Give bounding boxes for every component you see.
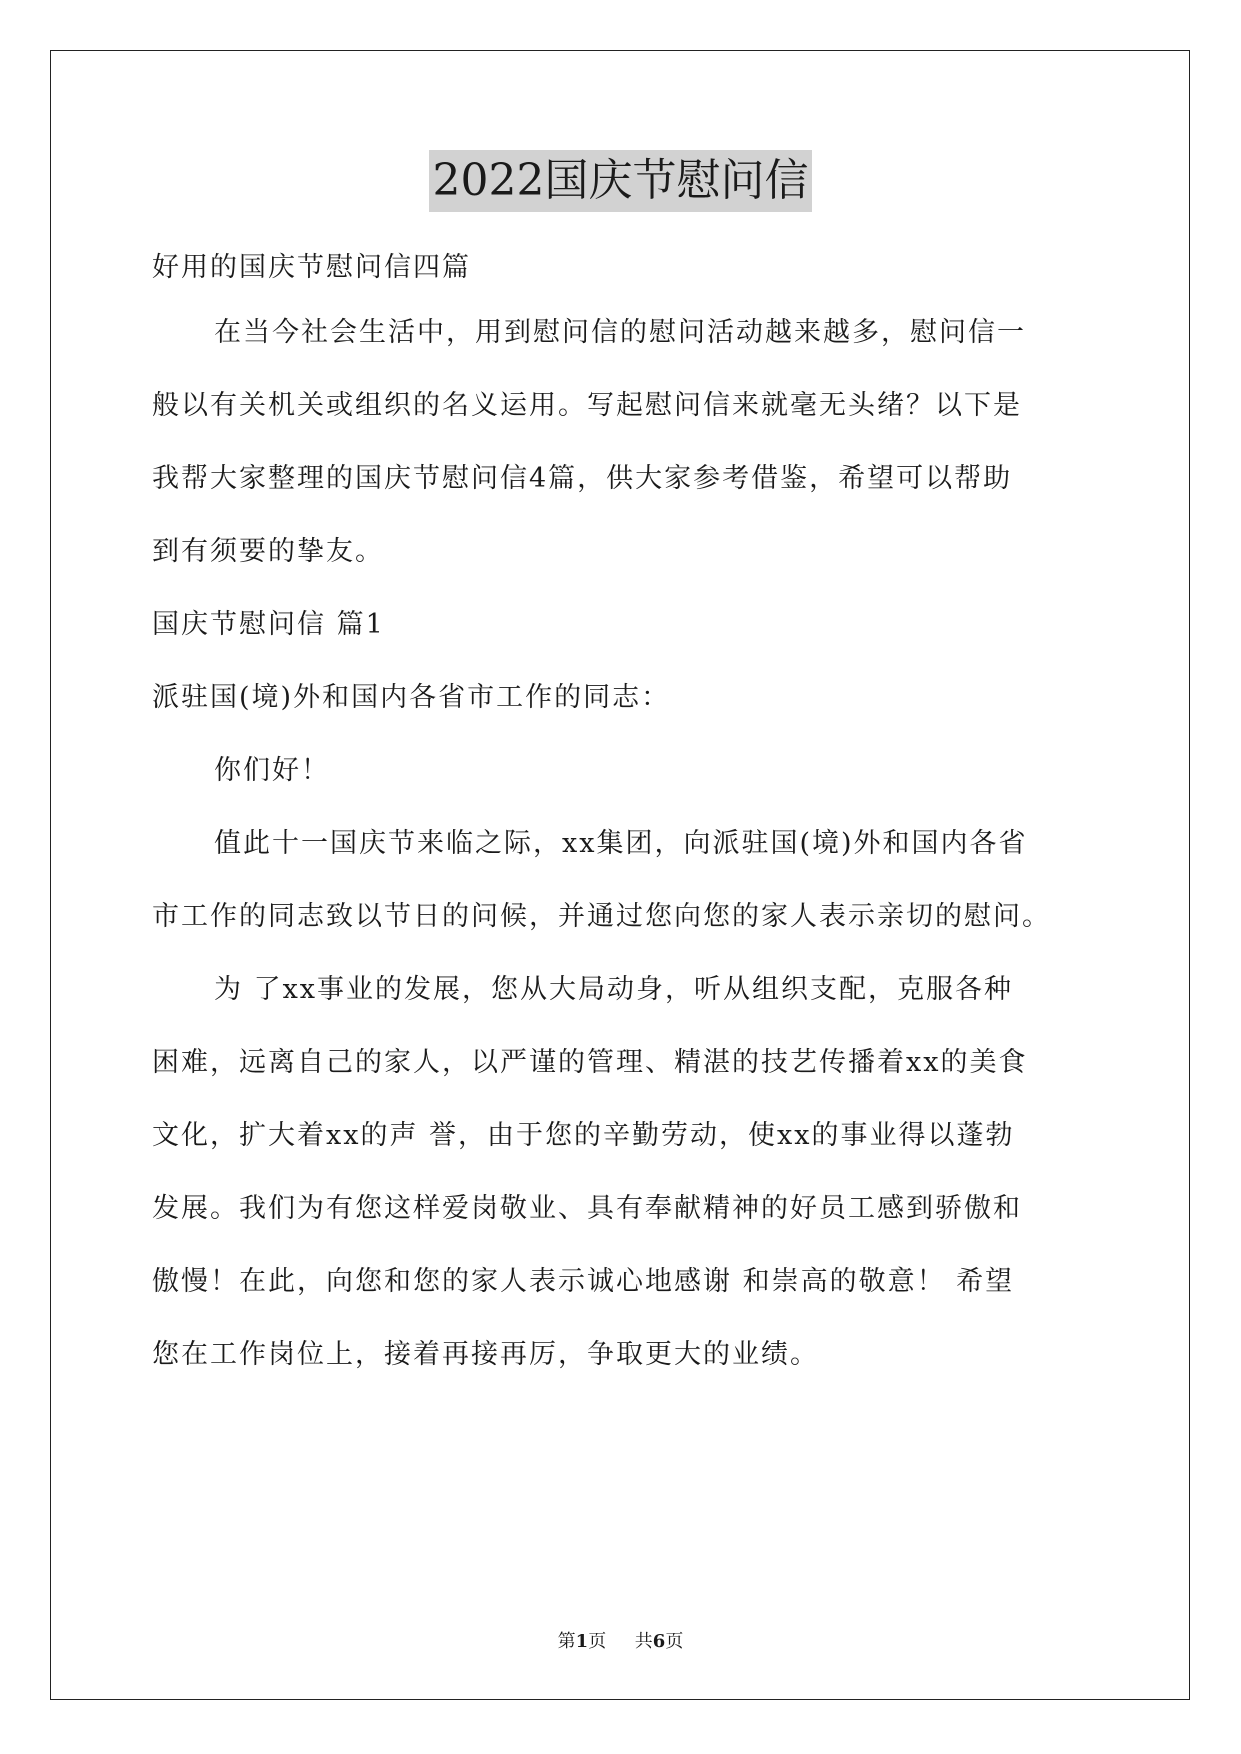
footer-total-pages: 6 [652, 1631, 666, 1652]
paragraph-line: 发展。我们为有您这样爱岗敬业、具有奉献精神的好员工感到骄傲和 [152, 1193, 1022, 1224]
paragraph-line: 我帮大家整理的国庆节慰问信4篇，供大家参考借鉴，希望可以帮助 [152, 463, 1013, 494]
paragraph-line: 困难，远离自己的家人，以严谨的管理、精湛的技艺传播着xx的美食 [152, 1047, 1028, 1078]
footer-total-prefix: 共 [634, 1631, 653, 1652]
paragraph-line: 为 了xx事业的发展，您从大局动身，听从组织支配，克服各种 [214, 974, 1014, 1005]
section-heading: 国庆节慰问信 篇1 [152, 609, 385, 640]
subtitle-line: 好用的国庆节慰问信四篇 [152, 252, 471, 283]
footer-total-suffix: 页 [665, 1631, 684, 1652]
paragraph-line: 在当今社会生活中，用到慰问信的慰问活动越来越多，慰问信一 [214, 317, 1026, 348]
paragraph-line: 您在工作岗位上，接着再接再厉，争取更大的业绩。 [152, 1339, 819, 1370]
salutation-line: 派驻国(境)外和国内各省市工作的同志： [152, 682, 671, 713]
footer-page-prefix: 第 [557, 1631, 576, 1652]
paragraph-line: 值此十一国庆节来临之际，xx集团，向派驻国(境)外和国内各省 [214, 828, 1028, 859]
paragraph-line: 到有须要的挚友。 [152, 536, 384, 567]
paragraph-line: 文化，扩大着xx的声 誉，由于您的辛勤劳动，使xx的事业得以蓬勃 [152, 1120, 1015, 1151]
paragraph-line: 般以有关机关或组织的名义运用。写起慰问信来就毫无头绪？以下是 [152, 390, 1022, 421]
footer-page-number: 1 [575, 1631, 589, 1652]
title-container [0, 150, 1241, 212]
page-border [50, 50, 1190, 1700]
document-title: 2022国庆节慰问信 [429, 150, 813, 212]
paragraph-line: 傲慢！在此，向您和您的家人表示诚心地感谢 和崇高的敬意！ 希望 [152, 1266, 1015, 1297]
footer-page-suffix: 页 [588, 1631, 607, 1652]
page-footer [0, 1630, 1241, 1654]
paragraph-line: 市工作的同志致以节日的问候，并通过您向您的家人表示亲切的慰问。 [152, 901, 1051, 932]
greeting-line: 你们好！ [214, 755, 330, 786]
